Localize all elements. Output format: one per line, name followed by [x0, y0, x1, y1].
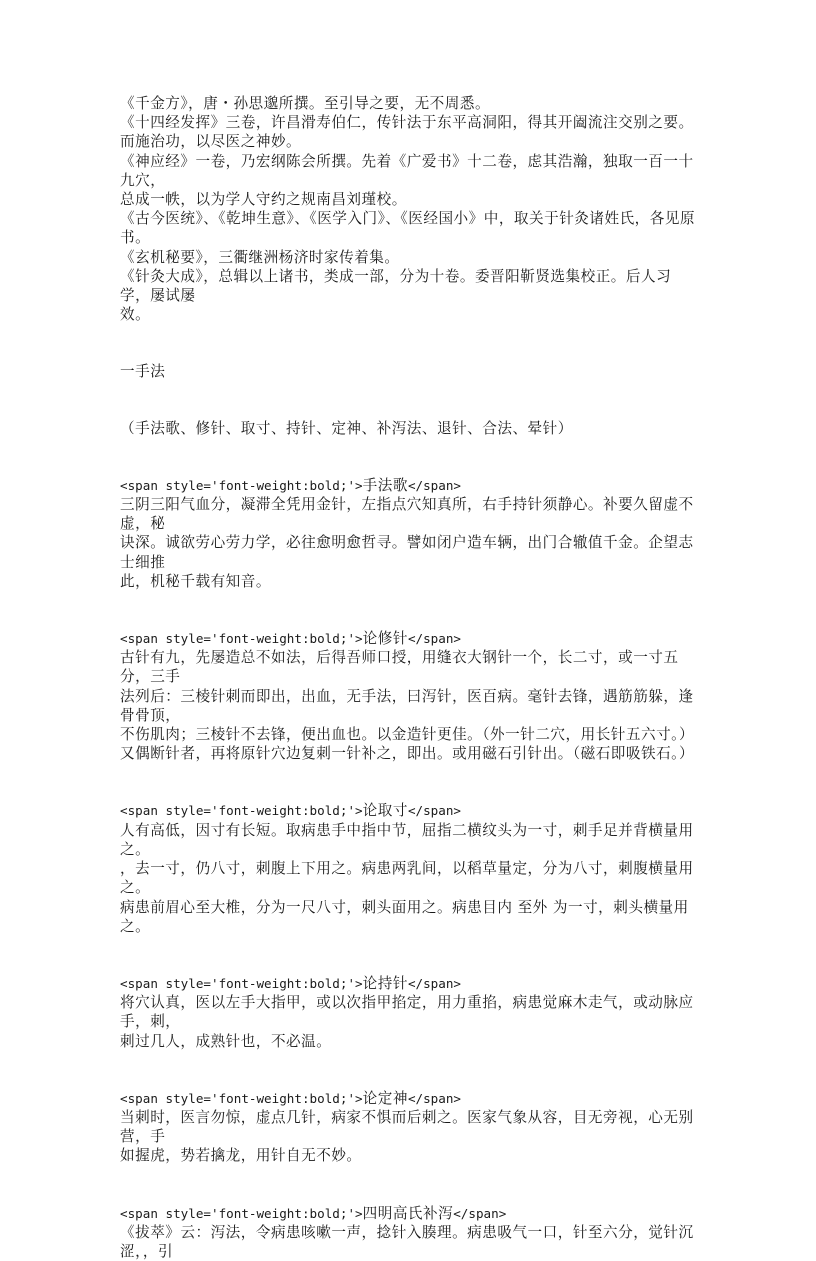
section-heading: [120, 629, 698, 648]
span-open-tag: <span style='font-weight:bold;'>: [120, 631, 363, 647]
section-title: 论取寸: [362, 802, 408, 820]
section-line: ，去一寸，仍八寸，刺腹上下用之。病患两乳间，以稻草量定，分为八寸，刺腹横量用之。: [120, 860, 694, 897]
section-title: 手法歌: [362, 476, 408, 494]
intro-line: 《千金方》，唐・孙思邈所撰。至引导之要，无不周悉。: [120, 95, 491, 112]
span-close-tag: </span>: [453, 1205, 507, 1221]
section-line: 当刺时，医言勿惊，虚点几针，病家不惧而后刺之。医家气象从容，目无旁视，心无别营，手: [120, 1108, 694, 1146]
section-heading: [120, 476, 698, 495]
span-open-tag: <span style='font-weight:bold;'>: [120, 803, 363, 819]
section-line: 人有高低，因寸有长短。取病患手中指中节，屈指二横纹头为一寸，刺手足并背横量用之。: [120, 821, 694, 858]
section-title: 论定神: [362, 1089, 408, 1107]
section-line: 古针有九，先屡造总不如法，后得吾师口授，用缝衣大钢针一个，长二寸，或一寸五分，三手: [120, 649, 679, 686]
section-line: 法列后：三棱针刺而即出，出血，无手法，曰泻针，医百病。毫针去锋，遇筋筋躲，逢骨骨顶，: [120, 687, 694, 724]
section-heading: [120, 801, 698, 820]
spacer: [120, 1051, 698, 1089]
intro-line: 《古今医统》、《乾坤生意》、《医学入门》、《医经国小》中，取关于针灸诸姓氏，各见原书。: [120, 210, 696, 247]
intro-line: 总成一帙，以为学人守约之规南昌刘瑾校。: [120, 191, 407, 209]
span-open-tag: <span style='font-weight:bold;'>: [120, 1090, 363, 1106]
span-open-tag: <span style='font-weight:bold;'>: [120, 975, 363, 991]
section-line: 将穴认真，医以左手大指甲，或以次指甲掐定，用力重掐，病患觉麻木走气，或动脉应手，刺，: [120, 994, 694, 1031]
span-close-tag: </span>: [407, 803, 462, 819]
spacer: [120, 1166, 698, 1204]
intro-paragraphs: [120, 94, 698, 324]
span-open-tag: <span style='font-weight:bold;'>: [120, 1205, 363, 1221]
section-title: 四明高氏补泻: [362, 1204, 454, 1222]
intro-line: 《玄机秘要》，三衢继洲杨济时家传着集。: [120, 248, 400, 266]
section-heading: [120, 1204, 698, 1223]
chapter-contents: （手法歌、修针、取寸、持针、定神、补泻法、退针、合法、晕针）: [120, 419, 573, 437]
section-heading: [120, 1089, 698, 1108]
span-open-tag: <span style='font-weight:bold;'>: [120, 477, 363, 493]
section-line: 诀深。诚欲劳心劳力学，必往愈明愈哲寻。譬如闭户造车辆，出门合辙值千金。企望志士细推: [120, 534, 694, 571]
section-line: 又偶断针者，再将原针穴边复刺一针补之，即出。或用磁石引针出。（磁石即吸铁石。）: [120, 745, 695, 763]
section-shoufage: [120, 476, 698, 591]
section-chizhen: [120, 974, 698, 1051]
spacer: [120, 438, 698, 476]
intro-line: 《针灸大成》，总辑以上诸书，类成一部，分为十卷。委晋阳靳贤选集校正。后人习学，屡试屡: [120, 267, 672, 305]
section-title: 论持针: [362, 974, 408, 992]
section-line: 三阴三阳气血分，凝滞全凭用金针，左指点穴知真所，右手持针须静心。补要久留虚不虚，秘: [120, 496, 694, 533]
section-dingshen: [120, 1089, 698, 1166]
span-close-tag: </span>: [407, 1090, 462, 1106]
section-line: 病患前眉心至大椎，分为一尺八寸，刺头面用之。病患目内 至外 为一寸，刺头横量用之。: [120, 898, 689, 935]
section-title: 论修针: [362, 630, 408, 648]
spacer: [120, 591, 698, 629]
spacer: [120, 382, 698, 419]
span-close-tag: </span>: [407, 477, 462, 493]
section-heading: [120, 974, 698, 993]
section-line: 此，机秘千载有知音。: [120, 572, 271, 590]
intro-line: 而施治功，以尽医之神妙。: [120, 133, 302, 151]
chapter-title: 一手法: [120, 363, 166, 381]
spacer: [120, 324, 698, 362]
section-line: 刺过几人，成熟针也，不必温。: [120, 1032, 332, 1050]
section-line: 不伤肌肉；三棱针不去锋，便出血也。以金造针更佳。（外一针二穴，用长针五六寸。）: [120, 726, 695, 744]
span-close-tag: </span>: [407, 975, 462, 991]
spacer: [120, 936, 698, 974]
section-xiuzhen: [120, 629, 698, 763]
intro-line: 《神应经》一卷，乃宏纲陈会所撰。先着《广爱书》十二卷，虑其浩瀚，独取一百一十九穴，: [120, 152, 694, 189]
intro-line: 效。: [120, 306, 151, 324]
intro-line: 《十四经发挥》三卷，许昌滑寿伯仁，传针法于东平高洞阳，得其开阖流注交别之要。: [120, 114, 694, 132]
spacer: [120, 763, 698, 801]
span-close-tag: </span>: [407, 631, 462, 647]
section-qucun: [120, 801, 698, 935]
section-siming-buxie: [120, 1204, 698, 1261]
section-line: 如握虎，势若擒龙，用针自无不妙。: [120, 1147, 362, 1165]
document-page: [120, 94, 698, 1261]
section-line: 《拔萃》云：泻法，令病患咳嗽一声，捻针入腠理。病患吸气一口，针至六分，觉针沉涩，，引: [120, 1223, 694, 1260]
